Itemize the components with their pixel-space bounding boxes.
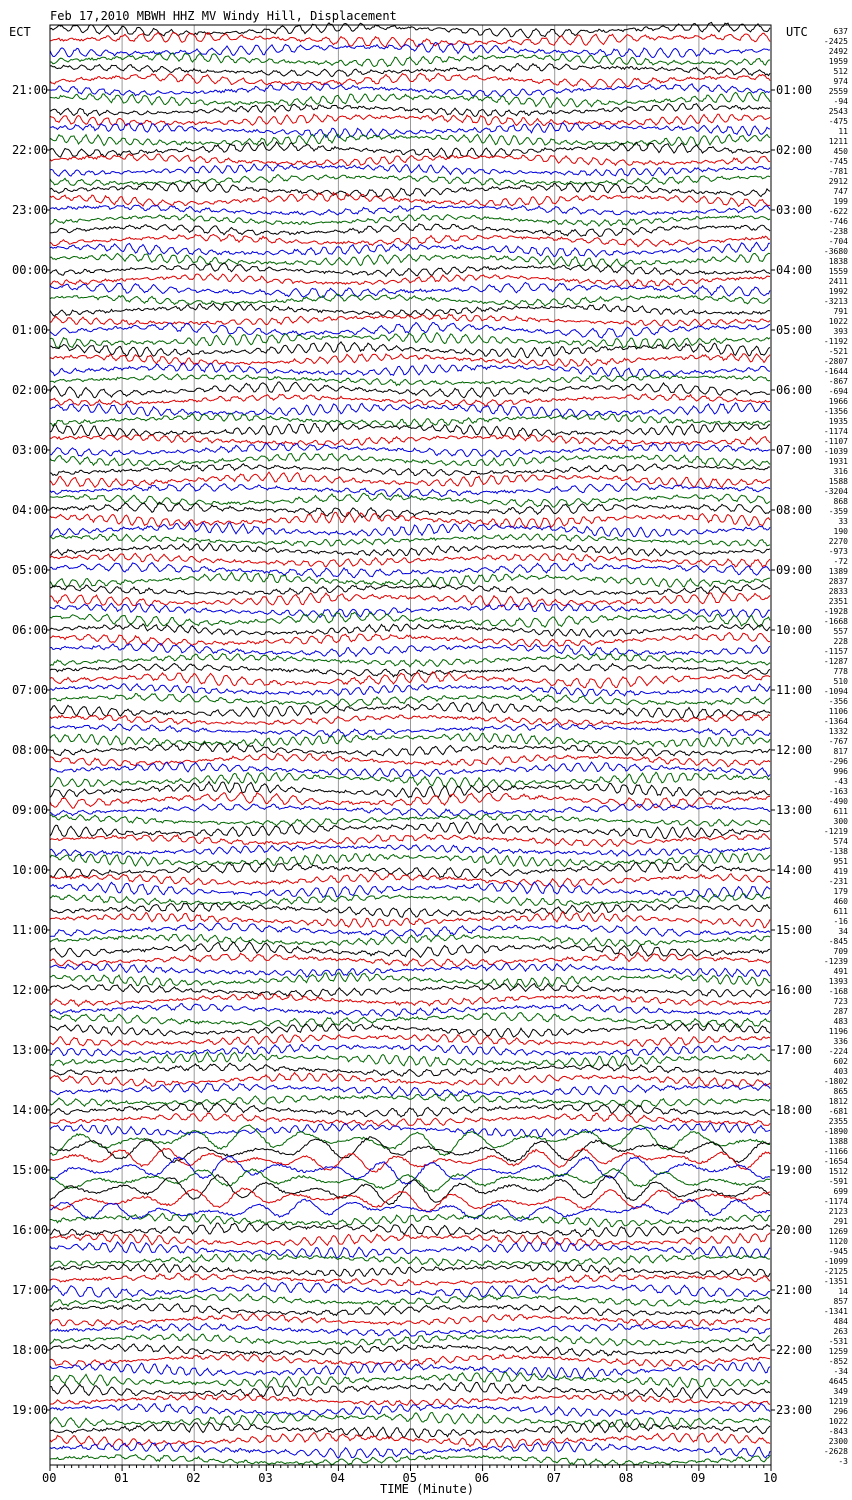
trace-value-label: 403 bbox=[833, 1067, 848, 1076]
trace-value-label: 1106 bbox=[828, 707, 848, 716]
trace-value-label: 611 bbox=[833, 807, 848, 816]
trace-value-label: 2123 bbox=[828, 1207, 848, 1216]
left-hour-label: 17:00 bbox=[12, 1283, 49, 1297]
trace-value-label: 951 bbox=[833, 857, 848, 866]
right-hour-label: 13:00 bbox=[776, 803, 813, 817]
trace-value-label: 33 bbox=[838, 517, 848, 526]
trace-value-label: 857 bbox=[833, 1297, 848, 1306]
trace-value-label: -475 bbox=[828, 117, 848, 126]
trace-value-label: -34 bbox=[833, 1367, 848, 1376]
trace-value-label: 2492 bbox=[828, 47, 848, 56]
trace-value-label: -694 bbox=[828, 387, 848, 396]
left-hour-label: 11:00 bbox=[12, 923, 49, 937]
trace-value-label: 2912 bbox=[828, 177, 848, 186]
x-tick-label: 07 bbox=[546, 1471, 562, 1485]
trace-value-label: 1588 bbox=[828, 477, 848, 486]
trace-value-label: 300 bbox=[833, 817, 848, 826]
left-hour-label: 01:00 bbox=[12, 323, 49, 337]
x-tick-label: 06 bbox=[474, 1471, 490, 1485]
trace-value-label: -1039 bbox=[823, 447, 848, 456]
trace-value-label: -1668 bbox=[823, 617, 848, 626]
trace-value-label: 484 bbox=[833, 1317, 848, 1326]
trace-value-label: 349 bbox=[833, 1387, 848, 1396]
left-hour-label: 04:00 bbox=[12, 503, 49, 517]
trace-value-label: 602 bbox=[833, 1057, 848, 1066]
right-hour-label: 02:00 bbox=[776, 143, 813, 157]
trace-value-label: 393 bbox=[833, 327, 848, 336]
right-hour-label: 22:00 bbox=[776, 1343, 813, 1357]
left-hour-label: 08:00 bbox=[12, 743, 49, 757]
trace-value-label: -852 bbox=[828, 1357, 848, 1366]
trace-value-label: 179 bbox=[833, 887, 848, 896]
right-hour-label: 12:00 bbox=[776, 743, 813, 757]
x-tick-label: 04 bbox=[330, 1471, 345, 1485]
trace-value-label: 460 bbox=[833, 897, 848, 906]
right-hour-label: 06:00 bbox=[776, 383, 813, 397]
trace-value-label: 1966 bbox=[828, 397, 848, 406]
trace-value-label: -973 bbox=[828, 547, 848, 556]
right-hour-label: 07:00 bbox=[776, 443, 813, 457]
right-hour-label: 09:00 bbox=[776, 563, 813, 577]
left-hour-label: 06:00 bbox=[12, 623, 49, 637]
left-hour-label: 18:00 bbox=[12, 1343, 49, 1357]
chart-title: Feb 17,2010 MBWH HHZ MV Windy Hill, Displacement bbox=[50, 9, 397, 23]
trace-value-label: -1341 bbox=[823, 1307, 848, 1316]
right-zone-label: UTC bbox=[786, 25, 808, 39]
left-hour-label: 23:00 bbox=[12, 203, 49, 217]
x-axis-title: TIME (Minute) bbox=[380, 1482, 474, 1496]
trace-value-label: -591 bbox=[828, 1177, 848, 1186]
trace-value-label: -704 bbox=[828, 237, 848, 246]
trace-value-label: -238 bbox=[828, 227, 848, 236]
trace-value-label: 1935 bbox=[828, 417, 848, 426]
trace-value-label: 868 bbox=[833, 497, 848, 506]
trace-value-label: -767 bbox=[828, 737, 848, 746]
right-hour-label: 11:00 bbox=[776, 683, 813, 697]
trace-value-label: -1099 bbox=[823, 1257, 848, 1266]
trace-value-label: 1388 bbox=[828, 1137, 848, 1146]
trace-value-label: 1959 bbox=[828, 57, 848, 66]
trace-value-label: 1022 bbox=[828, 317, 848, 326]
left-hour-label: 12:00 bbox=[12, 983, 49, 997]
trace-value-label: -1890 bbox=[823, 1127, 848, 1136]
trace-value-label: -867 bbox=[828, 377, 848, 386]
trace-value-label: 510 bbox=[833, 677, 848, 686]
trace-value-label: -1928 bbox=[823, 607, 848, 616]
trace-value-label: -224 bbox=[828, 1047, 848, 1056]
trace-value-label: -531 bbox=[828, 1337, 848, 1346]
trace-value-label: -1644 bbox=[823, 367, 848, 376]
trace-value-label: -1287 bbox=[823, 657, 848, 666]
left-hour-label: 22:00 bbox=[12, 143, 49, 157]
trace-value-label: -490 bbox=[828, 797, 848, 806]
trace-value-label: 2270 bbox=[828, 537, 848, 546]
trace-value-label: 1332 bbox=[828, 727, 848, 736]
trace-value-label: 287 bbox=[833, 1007, 848, 1016]
trace-value-label: 450 bbox=[833, 147, 848, 156]
left-hour-label: 16:00 bbox=[12, 1223, 49, 1237]
trace-value-label: 2833 bbox=[828, 587, 848, 596]
right-hour-label: 21:00 bbox=[776, 1283, 813, 1297]
trace-value-label: -845 bbox=[828, 937, 848, 946]
trace-value-label: -781 bbox=[828, 167, 848, 176]
right-hour-label: 14:00 bbox=[776, 863, 813, 877]
trace-value-label: 2355 bbox=[828, 1117, 848, 1126]
grid bbox=[122, 25, 699, 1465]
trace-value-label: -1351 bbox=[823, 1277, 848, 1286]
right-hour-label: 04:00 bbox=[776, 263, 813, 277]
trace-value-label: -1356 bbox=[823, 407, 848, 416]
trace-value-label: 1838 bbox=[828, 257, 848, 266]
trace-value-label: -43 bbox=[833, 777, 848, 786]
x-tick-label: 01 bbox=[114, 1471, 129, 1485]
x-tick-label: 08 bbox=[618, 1471, 634, 1485]
trace-value-label: -622 bbox=[828, 207, 848, 216]
trace-value-label: -1157 bbox=[823, 647, 848, 656]
trace-value-label: 1812 bbox=[828, 1097, 848, 1106]
trace-value-label: 557 bbox=[833, 627, 848, 636]
trace-value-label: -1166 bbox=[823, 1147, 848, 1156]
trace-value-label: -3204 bbox=[823, 487, 848, 496]
trace-value-label: -521 bbox=[828, 347, 848, 356]
trace-value-label: 14 bbox=[838, 1287, 848, 1296]
trace-value-label: 974 bbox=[833, 77, 848, 86]
trace-value-label: 996 bbox=[833, 767, 848, 776]
trace-value-label: 228 bbox=[833, 637, 848, 646]
trace-value-label: -1654 bbox=[823, 1157, 848, 1166]
trace-value-label: -1107 bbox=[823, 437, 848, 446]
trace-value-label: 2543 bbox=[828, 107, 848, 116]
left-hour-label: 14:00 bbox=[12, 1103, 49, 1117]
trace-value-label: -16 bbox=[833, 917, 848, 926]
trace-value-label: 11 bbox=[838, 127, 848, 136]
trace-value-label: -296 bbox=[828, 757, 848, 766]
trace-value-label: -356 bbox=[828, 697, 848, 706]
trace-value-label: 747 bbox=[833, 187, 848, 196]
right-hour-label: 20:00 bbox=[776, 1223, 813, 1237]
trace-value-label: -746 bbox=[828, 217, 848, 226]
right-hour-label: 17:00 bbox=[776, 1043, 813, 1057]
trace-value-label: -231 bbox=[828, 877, 848, 886]
right-hour-label: 16:00 bbox=[776, 983, 813, 997]
trace-value-label: 483 bbox=[833, 1017, 848, 1026]
trace-value-label: 723 bbox=[833, 997, 848, 1006]
left-hour-label: 09:00 bbox=[12, 803, 49, 817]
trace-value-label: 611 bbox=[833, 907, 848, 916]
trace-value-label: 2559 bbox=[828, 87, 848, 96]
right-hour-label: 01:00 bbox=[776, 83, 813, 97]
x-tick-label: 09 bbox=[690, 1471, 706, 1485]
trace-value-label: -681 bbox=[828, 1107, 848, 1116]
trace-value-label: -745 bbox=[828, 157, 848, 166]
x-tick-label: 02 bbox=[186, 1471, 201, 1485]
trace-value-label: 512 bbox=[833, 67, 848, 76]
left-hour-label: 07:00 bbox=[12, 683, 49, 697]
left-hour-label: 13:00 bbox=[12, 1043, 49, 1057]
trace-value-label: 316 bbox=[833, 467, 848, 476]
trace-value-label: 4645 bbox=[828, 1377, 848, 1386]
trace-value-label: 291 bbox=[833, 1217, 848, 1226]
trace-value-label: -1219 bbox=[823, 827, 848, 836]
trace-value-label: -1192 bbox=[823, 337, 848, 346]
trace-value-label: 791 bbox=[833, 307, 848, 316]
trace-value-label: 1259 bbox=[828, 1347, 848, 1356]
right-hour-label: 19:00 bbox=[776, 1163, 813, 1177]
trace-value-label: 709 bbox=[833, 947, 848, 956]
x-tick-label: 10 bbox=[763, 1471, 778, 1485]
trace-value-label: -945 bbox=[828, 1247, 848, 1256]
trace-value-label: -138 bbox=[828, 847, 848, 856]
trace-value-label: 1219 bbox=[828, 1397, 848, 1406]
right-hour-label: 05:00 bbox=[776, 323, 813, 337]
left-hour-label: 00:00 bbox=[12, 263, 49, 277]
trace-value-label: 778 bbox=[833, 667, 848, 676]
trace-value-label: -1174 bbox=[823, 427, 848, 436]
trace-value-label: 1512 bbox=[828, 1167, 848, 1176]
trace-value-label: 699 bbox=[833, 1187, 848, 1196]
trace-value-label: -1802 bbox=[823, 1077, 848, 1086]
trace-value-label: 817 bbox=[833, 747, 848, 756]
trace-value-label: -2425 bbox=[823, 37, 848, 46]
left-hour-label: 10:00 bbox=[12, 863, 49, 877]
trace-value-label: 1992 bbox=[828, 287, 848, 296]
trace-value-label: -843 bbox=[828, 1427, 848, 1436]
trace-value-label: 336 bbox=[833, 1037, 848, 1046]
left-hour-label: 21:00 bbox=[12, 83, 49, 97]
trace-value-label: 574 bbox=[833, 837, 848, 846]
trace-value-label: 1196 bbox=[828, 1027, 848, 1036]
trace-value-label: 1393 bbox=[828, 977, 848, 986]
trace-value-label: 263 bbox=[833, 1327, 848, 1336]
trace-value-label: -3213 bbox=[823, 297, 848, 306]
trace-value-label: -359 bbox=[828, 507, 848, 516]
x-tick-label: 05 bbox=[402, 1471, 417, 1485]
trace-value-label: 2411 bbox=[828, 277, 848, 286]
trace-value-label: 1022 bbox=[828, 1417, 848, 1426]
trace-value-label: -3680 bbox=[823, 247, 848, 256]
right-hour-label: 03:00 bbox=[776, 203, 813, 217]
trace-value-label: -168 bbox=[828, 987, 848, 996]
trace-value-label: -2125 bbox=[823, 1267, 848, 1276]
trace-value-label: 34 bbox=[838, 927, 848, 936]
right-hour-label: 10:00 bbox=[776, 623, 813, 637]
trace-value-label: 1931 bbox=[828, 457, 848, 466]
right-hour-label: 15:00 bbox=[776, 923, 813, 937]
trace-value-label: 2300 bbox=[828, 1437, 848, 1446]
trace-value-label: 296 bbox=[833, 1407, 848, 1416]
trace-value-label: -1094 bbox=[823, 687, 848, 696]
x-tick-label: 03 bbox=[258, 1471, 273, 1485]
left-hour-label: 19:00 bbox=[12, 1403, 49, 1417]
x-tick-label: 00 bbox=[42, 1471, 57, 1485]
right-hour-label: 18:00 bbox=[776, 1103, 813, 1117]
trace-value-label: 419 bbox=[833, 867, 848, 876]
trace-value-label: 199 bbox=[833, 197, 848, 206]
trace-value-label: 1120 bbox=[828, 1237, 848, 1246]
left-hour-label: 02:00 bbox=[12, 383, 49, 397]
trace-value-label: -1364 bbox=[823, 717, 848, 726]
trace-value-label: 491 bbox=[833, 967, 848, 976]
trace-value-label: -72 bbox=[833, 557, 848, 566]
trace-value-label: 1559 bbox=[828, 267, 848, 276]
trace-value-label: -2628 bbox=[823, 1447, 848, 1456]
left-hour-label: 03:00 bbox=[12, 443, 49, 457]
left-zone-label: ECT bbox=[9, 25, 31, 39]
right-hour-label: 23:00 bbox=[776, 1403, 813, 1417]
trace-value-label: -1239 bbox=[823, 957, 848, 966]
trace-value-label: -163 bbox=[828, 787, 848, 796]
trace-value-label: 1389 bbox=[828, 567, 848, 576]
left-hour-label: 15:00 bbox=[12, 1163, 49, 1177]
trace-value-label: 190 bbox=[833, 527, 848, 536]
left-hour-label: 05:00 bbox=[12, 563, 49, 577]
trace-value-label: -1174 bbox=[823, 1197, 848, 1206]
trace-value-label: 637 bbox=[833, 27, 848, 36]
trace-value-label: 865 bbox=[833, 1087, 848, 1096]
trace-value-label: -94 bbox=[833, 97, 848, 106]
trace-value-label: 2351 bbox=[828, 597, 848, 606]
trace-value-label: -2807 bbox=[823, 357, 848, 366]
trace-value-label: -3 bbox=[838, 1457, 848, 1466]
trace-value-label: 2837 bbox=[828, 577, 848, 586]
right-hour-label: 08:00 bbox=[776, 503, 813, 517]
trace-value-label: 1269 bbox=[828, 1227, 848, 1236]
trace-value-label: 1211 bbox=[828, 137, 848, 146]
